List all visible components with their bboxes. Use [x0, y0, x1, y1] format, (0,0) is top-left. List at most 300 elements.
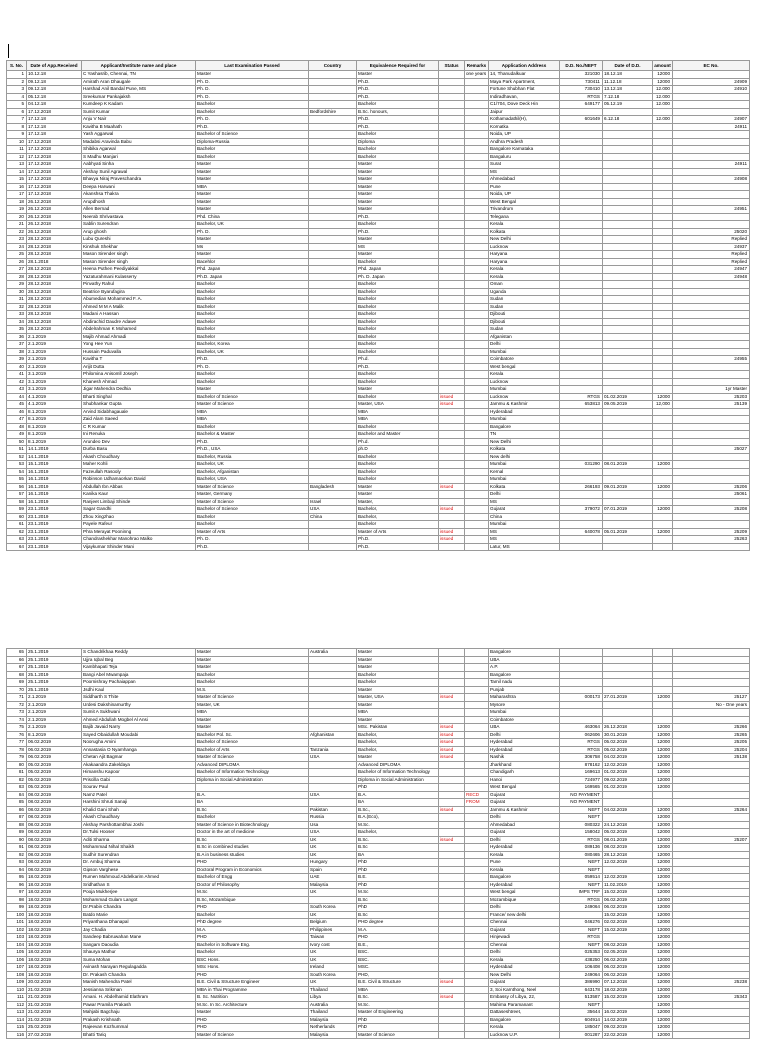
table-cell: 25.1.2019: [27, 656, 82, 664]
table-cell: Jigar Mahendra Dedhia: [82, 386, 196, 394]
table-cell: Mumbai: [489, 386, 560, 394]
table-cell: C R Kumar: [82, 423, 196, 431]
table-cell: [603, 371, 653, 379]
table-cell: Kerala: [489, 266, 560, 274]
table-cell: [309, 116, 357, 124]
table-cell: [439, 709, 465, 717]
table-cell: [309, 93, 357, 101]
table-cell: 653813: [560, 401, 603, 409]
table-cell: [439, 941, 465, 949]
table-cell: [465, 934, 489, 942]
table-cell: Advanced DIPLOMA: [357, 761, 439, 769]
table-row: [7, 408, 750, 416]
table-cell: Bachelor of Science: [196, 131, 309, 139]
table-row: [7, 378, 750, 386]
table-cell: 98: [7, 896, 27, 904]
table-cell: 06.02.2019: [603, 956, 653, 964]
table-cell: [603, 498, 653, 506]
table-cell: Ph.D.: [196, 356, 309, 364]
table-cell: 7: [7, 116, 27, 124]
table-cell: Akshay Parshottambhai Joshi: [82, 821, 196, 829]
table-cell: [653, 438, 673, 446]
table-cell: Andhra Pradesh: [489, 138, 560, 146]
table-cell: Arvind Sidabhagauale: [82, 408, 196, 416]
table-cell: 28.1.2018: [27, 258, 82, 266]
table-cell: Kerala: [489, 851, 560, 859]
table-cell: Diploma-Russia: [196, 138, 309, 146]
table-cell: 12000: [653, 393, 673, 401]
table-cell: 30: [7, 288, 27, 296]
table-cell: 06.02.2019: [603, 971, 653, 979]
table-cell: UK: [309, 979, 357, 987]
table-cell: Hyderabad: [489, 408, 560, 416]
table-cell: [653, 371, 673, 379]
table-cell: [603, 206, 653, 214]
table-cell: Master: [196, 1009, 309, 1017]
table-cell: 386990: [560, 979, 603, 987]
table-cell: [465, 769, 489, 777]
table-cell: Lubu Qureshi: [82, 236, 196, 244]
table-cell: [673, 296, 750, 304]
table-cell: [603, 326, 653, 334]
table-cell: [465, 416, 489, 424]
table-cell: Master: [196, 198, 309, 206]
table-cell: 06.02.2019: [27, 739, 82, 747]
table-cell: [465, 483, 489, 491]
table-cell: Master: [357, 491, 439, 499]
table-cell: [439, 701, 465, 709]
table-cell: [439, 453, 465, 461]
table-cell: Kerala: [489, 221, 560, 229]
table-cell: 05.02.2019: [603, 829, 653, 837]
table-cell: [439, 71, 465, 79]
table-cell: Bachelor: [357, 131, 439, 139]
table-row: [7, 1031, 750, 1039]
table-cell: 025353: [560, 949, 603, 957]
table-cell: [465, 656, 489, 664]
table-cell: 01.02.2019: [603, 393, 653, 401]
table-cell: Master: [196, 649, 309, 657]
table-cell: [439, 146, 465, 154]
table-cell: Master: [196, 236, 309, 244]
table-cell: [603, 341, 653, 349]
table-cell: [309, 221, 357, 229]
table-cell: IMPS TRF: [560, 889, 603, 897]
table-cell: [603, 176, 653, 184]
table-cell: [439, 881, 465, 889]
table-cell: 33: [7, 311, 27, 319]
table-cell: [309, 724, 357, 732]
table-cell: 15: [7, 176, 27, 184]
table-cell: 90: [7, 836, 27, 844]
table-cell: [653, 168, 673, 176]
column-header: Equivalence Required for: [357, 61, 439, 71]
table-cell: [560, 138, 603, 146]
table-cell: Suma Mohan: [82, 956, 196, 964]
table-cell: Tanzania: [309, 746, 357, 754]
column-header: S. No.: [7, 61, 27, 71]
table-cell: [653, 206, 673, 214]
table-cell: 12000: [653, 874, 673, 882]
table-cell: Tamil nadu: [489, 679, 560, 687]
table-cell: Hyderabad: [489, 881, 560, 889]
table-cell: issued: [439, 754, 465, 762]
table-cell: Sridhathan S: [82, 881, 196, 889]
table-cell: [439, 318, 465, 326]
table-cell: [560, 664, 603, 672]
table-cell: Malaysia: [309, 1031, 357, 1039]
table-cell: [653, 709, 673, 717]
table-cell: Bachelor: [196, 108, 309, 116]
table-cell: Hussain Paduvalla: [82, 348, 196, 356]
table-cell: [653, 146, 673, 154]
table-cell: 88: [7, 821, 27, 829]
table-row: [7, 889, 750, 897]
table-row: [7, 386, 750, 394]
table-cell: 1yr Master: [673, 386, 750, 394]
table-cell: Master of Science: [357, 1031, 439, 1039]
table-cell: [465, 101, 489, 109]
table-cell: 105: [7, 949, 27, 957]
table-cell: [603, 799, 653, 807]
table-cell: [560, 341, 603, 349]
table-body: [7, 649, 750, 1039]
table-cell: [465, 731, 489, 739]
table-cell: [439, 964, 465, 972]
table-cell: 24: [7, 243, 27, 251]
table-cell: [560, 213, 603, 221]
table-cell: [439, 1009, 465, 1017]
table-cell: 06.02.2019: [603, 896, 653, 904]
table-cell: [465, 814, 489, 822]
table-cell: [309, 213, 357, 221]
table-cell: 4.1.2019: [27, 393, 82, 401]
table-cell: Siddharth S Thite: [82, 694, 196, 702]
table-cell: [653, 191, 673, 199]
table-cell: Bachelor, UK: [196, 221, 309, 229]
table-cell: UK: [309, 836, 357, 844]
table-cell: 35: [7, 326, 27, 334]
table-cell: Batdo Marie: [82, 911, 196, 919]
table-cell: [465, 198, 489, 206]
table-cell: Bachelor: [196, 679, 309, 687]
table-cell: 12000: [653, 889, 673, 897]
table-cell: [465, 761, 489, 769]
table-cell: issued: [439, 724, 465, 732]
table-cell: 9: [7, 131, 27, 139]
table-cell: Arup ghosh: [82, 228, 196, 236]
spreadsheet-page-2: [6, 648, 766, 1039]
table-cell: Bachelor: [357, 393, 439, 401]
table-cell: Bachelor: [196, 153, 309, 161]
column-header: Country: [309, 61, 357, 71]
table-cell: Bangalore: [489, 423, 560, 431]
table-cell: 12000: [653, 814, 673, 822]
table-cell: West Bengal: [489, 784, 560, 792]
applications-table-2: [6, 648, 750, 1039]
table-cell: [560, 536, 603, 544]
table-cell: [465, 528, 489, 536]
table-cell: [603, 814, 653, 822]
table-cell: [465, 281, 489, 289]
table-cell: [465, 453, 489, 461]
table-cell: [673, 543, 750, 551]
table-cell: 59: [7, 506, 27, 514]
table-cell: [465, 491, 489, 499]
applications-table-1: [6, 60, 750, 551]
column-header: Last Examination Passed: [196, 61, 309, 71]
table-cell: Replied: [673, 251, 750, 259]
table-cell: PhD: [357, 1016, 439, 1024]
table-cell: [309, 161, 357, 169]
table-cell: [653, 664, 673, 672]
table-cell: 059514: [560, 874, 603, 882]
table-cell: [309, 438, 357, 446]
table-cell: [603, 221, 653, 229]
table-cell: 12000: [653, 964, 673, 972]
table-cell: 25207: [673, 836, 750, 844]
table-cell: New delhi: [489, 453, 560, 461]
table-cell: 17.12.2018: [27, 146, 82, 154]
table-cell: 12000: [653, 724, 673, 732]
table-cell: issued: [439, 994, 465, 1002]
table-cell: Aditi Sharma: [82, 836, 196, 844]
table-cell: Advanced DIPLOMA: [196, 761, 309, 769]
table-cell: Bachelor: [196, 326, 309, 334]
table-cell: Delhi: [489, 836, 560, 844]
table-cell: [560, 183, 603, 191]
table-cell: 2.1.2019: [27, 356, 82, 364]
table-cell: Bachelor: [357, 288, 439, 296]
table-cell: 12000: [653, 986, 673, 994]
table-cell: [465, 1016, 489, 1024]
table-cell: [560, 108, 603, 116]
table-cell: [560, 468, 603, 476]
table-cell: 321030: [560, 71, 603, 79]
table-cell: [603, 536, 653, 544]
table-cell: [673, 986, 750, 994]
table-cell: [465, 123, 489, 131]
table-cell: [560, 318, 603, 326]
table-cell: [465, 994, 489, 1002]
table-cell: China: [309, 513, 357, 521]
table-cell: Bachelor: [357, 468, 439, 476]
column-header: Remarks: [465, 61, 489, 71]
table-row: [7, 236, 750, 244]
table-cell: 17.12.18: [27, 116, 82, 124]
table-cell: RTGS: [560, 934, 603, 942]
table-cell: 84: [7, 791, 27, 799]
table-cell: [673, 829, 750, 837]
table-cell: Zaid Alam Saeed: [82, 416, 196, 424]
table-cell: [603, 108, 653, 116]
table-cell: 114: [7, 1016, 27, 1024]
table-cell: [439, 671, 465, 679]
table-cell: B.Sc: [196, 806, 309, 814]
table-cell: 48: [7, 423, 27, 431]
table-cell: 42: [7, 378, 27, 386]
table-cell: NEFT: [560, 866, 603, 874]
table-cell: UK: [309, 851, 357, 859]
table-cell: [465, 979, 489, 987]
table-cell: 3.1.2019: [27, 378, 82, 386]
table-cell: Master of Science: [196, 483, 309, 491]
table-cell: 05.12.18: [27, 93, 82, 101]
table-cell: 24937: [673, 243, 750, 251]
table-cell: [560, 191, 603, 199]
table-cell: Harshini Shruti Sanaji: [82, 799, 196, 807]
table-cell: [673, 288, 750, 296]
table-cell: 12000: [653, 896, 673, 904]
table-cell: 649177: [560, 101, 603, 109]
table-cell: Kavitha T: [82, 356, 196, 364]
table-cell: [603, 243, 653, 251]
table-cell: [465, 408, 489, 416]
table-cell: 12000: [653, 844, 673, 852]
table-cell: Kerala: [489, 273, 560, 281]
table-cell: [465, 356, 489, 364]
table-cell: Abdullah Ibn Abbas: [82, 483, 196, 491]
table-cell: [653, 228, 673, 236]
table-cell: 30.01.2019: [603, 731, 653, 739]
table-cell: [309, 101, 357, 109]
table-cell: [673, 649, 750, 657]
table-cell: Master: [357, 191, 439, 199]
table-cell: 111: [7, 994, 27, 1002]
table-row: [7, 251, 750, 259]
table-cell: 27.02.2019: [27, 1031, 82, 1039]
table-cell: Hungary: [309, 859, 357, 867]
table-cell: USA: [309, 506, 357, 514]
table-cell: PhD: [357, 881, 439, 889]
table-cell: 25020: [673, 228, 750, 236]
table-cell: [465, 919, 489, 927]
table-cell: 22: [7, 228, 27, 236]
table-cell: [465, 949, 489, 957]
table-cell: [603, 356, 653, 364]
table-cell: 046276: [560, 919, 603, 927]
table-cell: [603, 131, 653, 139]
table-cell: Avinash Narayan Regulagadda: [82, 964, 196, 972]
table-cell: [653, 446, 673, 454]
table-cell: NEFT: [560, 881, 603, 889]
table-cell: 28.12.2018: [27, 318, 82, 326]
table-cell: [653, 281, 673, 289]
table-cell: 25: [7, 251, 27, 259]
table-cell: West bengal: [489, 363, 560, 371]
table-cell: Amirath Aran Dhaugale: [82, 78, 196, 86]
table-cell: [653, 453, 673, 461]
table-cell: 60: [7, 513, 27, 521]
table-cell: [465, 153, 489, 161]
table-cell: M.A.: [196, 926, 309, 934]
table-cell: 12000: [653, 821, 673, 829]
table-cell: Dattaseshtreet,: [489, 1009, 560, 1017]
table-cell: 12000: [653, 528, 673, 536]
table-cell: Ph.D.: [196, 438, 309, 446]
table-row: [7, 348, 750, 356]
table-cell: Bachelor,: [357, 506, 439, 514]
table-cell: [309, 423, 357, 431]
table-cell: [560, 251, 603, 259]
table-cell: Lucknow: [489, 243, 560, 251]
table-cell: 70: [7, 686, 27, 694]
table-cell: 18.02.2019: [27, 926, 82, 934]
table-cell: 25206: [673, 483, 750, 491]
table-cell: [465, 213, 489, 221]
table-row: [7, 491, 750, 499]
table-cell: Bachelor: [357, 221, 439, 229]
table-cell: Ireland: [309, 964, 357, 972]
table-row: [7, 844, 750, 852]
table-cell: 08.02.2019: [603, 941, 653, 949]
table-cell: 23.1.2019: [27, 513, 82, 521]
table-cell: 3: [7, 86, 27, 94]
table-cell: Sagar Gandhi: [82, 506, 196, 514]
table-cell: 05.02.2019: [27, 776, 82, 784]
table-cell: Abumedian Mohammed F. A.: [82, 296, 196, 304]
table-cell: [673, 221, 750, 229]
table-cell: [653, 521, 673, 529]
table-cell: MBA: [196, 416, 309, 424]
table-cell: 66: [7, 656, 27, 664]
table-cell: South Korea: [309, 904, 357, 912]
table-cell: Ph.d.: [357, 356, 439, 364]
table-cell: [603, 123, 653, 131]
table-cell: Bachelor: [357, 326, 439, 334]
table-cell: Mysore: [489, 701, 560, 709]
table-cell: [439, 784, 465, 792]
table-cell: 12000: [653, 934, 673, 942]
table-row: [7, 273, 750, 281]
table-cell: issued: [439, 979, 465, 987]
table-cell: 25238: [673, 979, 750, 987]
table-cell: [673, 769, 750, 777]
table-cell: 01.02.2019: [603, 784, 653, 792]
table-row: [7, 206, 750, 214]
table-cell: [439, 986, 465, 994]
table-row: [7, 371, 750, 379]
table-row: [7, 701, 750, 709]
table-cell: [439, 761, 465, 769]
table-cell: 28.12.2018: [27, 296, 82, 304]
table-cell: 06.02.2019: [27, 754, 82, 762]
table-cell: Sourav Paul: [82, 784, 196, 792]
table-cell: 08.02.2019: [27, 821, 82, 829]
table-cell: [439, 348, 465, 356]
table-row: [7, 761, 750, 769]
table-cell: Harshad Anil Bandal Pune, MS: [82, 86, 196, 94]
table-row: [7, 416, 750, 424]
table-row: [7, 483, 750, 491]
table-cell: [439, 258, 465, 266]
table-cell: [560, 198, 603, 206]
table-cell: [673, 183, 750, 191]
table-cell: Mumbai: [489, 709, 560, 717]
table-cell: [673, 93, 750, 101]
table-cell: Usa: [309, 821, 357, 829]
table-cell: 031290: [560, 461, 603, 469]
table-cell: Diploma in Social Administration: [196, 776, 309, 784]
table-cell: [673, 761, 750, 769]
table-cell: Bachelor: [196, 281, 309, 289]
table-cell: 12.000: [653, 93, 673, 101]
table-cell: [653, 303, 673, 311]
table-cell: [309, 694, 357, 702]
table-cell: MBA: [357, 986, 439, 994]
table-cell: [465, 1031, 489, 1039]
table-cell: 07.01.2019: [603, 506, 653, 514]
